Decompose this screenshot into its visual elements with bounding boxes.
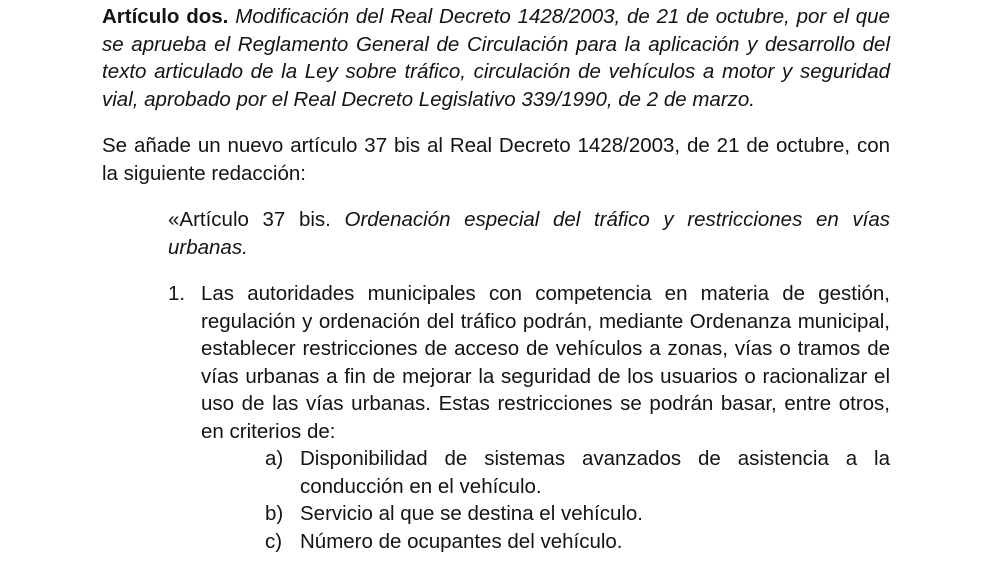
- intro-paragraph: Se añade un nuevo artículo 37 bis al Real Decreto 1428/2003, de 21 de octubre, con la siguiente redacción:: [102, 134, 890, 185]
- item-text: Las autoridades municipales con competencia en materia de gestión, regulación y ordenación del tráfico podrán, mediante Ordenanza municipal, establecer restricciones de acceso de vehículos a zonas, vías o tramos de vías urbanas a fin de mejorar la seguridad de los usuarios o racionalizar el uso de las vías urbanas. Estas restricciones se podrán basar, entre otros, en criterios de:: [201, 282, 890, 443]
- document-page: [102, 3, 890, 555]
- numbered-item-1: [168, 280, 890, 555]
- item-body: [201, 280, 890, 555]
- article-heading: [102, 3, 890, 113]
- quoted-article-prefix: «Artículo 37 bis.: [168, 208, 331, 231]
- quoted-article-title: Ordenación especial del tráfico y restricciones en vías urbanas.: [168, 208, 890, 259]
- list-item-letter: a): [265, 447, 284, 470]
- list-item-letter: b): [265, 502, 284, 525]
- item-number: 1.: [168, 282, 186, 305]
- list-item: [265, 500, 890, 528]
- list-item: [265, 445, 890, 500]
- article-label: Artículo dos.: [102, 5, 229, 28]
- list-item-text: Servicio al que se destina el vehículo.: [300, 502, 644, 525]
- list-item-letter: c): [265, 529, 283, 553]
- quoted-article-heading: [168, 206, 890, 261]
- article-description: Modificación del Real Decreto 1428/2003, de 21 de octubre, por el que se aprueba el Reglamento General de Circulación para la aplicación y desarrollo del texto articulado de la Ley sobre tráfico, circulación de vehículos a motor y seguridad vial, aprobado por el Real Decreto Legislativo 339/1990, de 2 de marzo.: [102, 5, 890, 111]
- list-item: [265, 528, 890, 556]
- list-item-text: Número de ocupantes del vehículo.: [300, 529, 623, 553]
- lettered-list: [265, 445, 890, 555]
- list-item-text: Disponibilidad de sistemas avanzados de asistencia a la conducción en el vehículo.: [300, 447, 890, 498]
